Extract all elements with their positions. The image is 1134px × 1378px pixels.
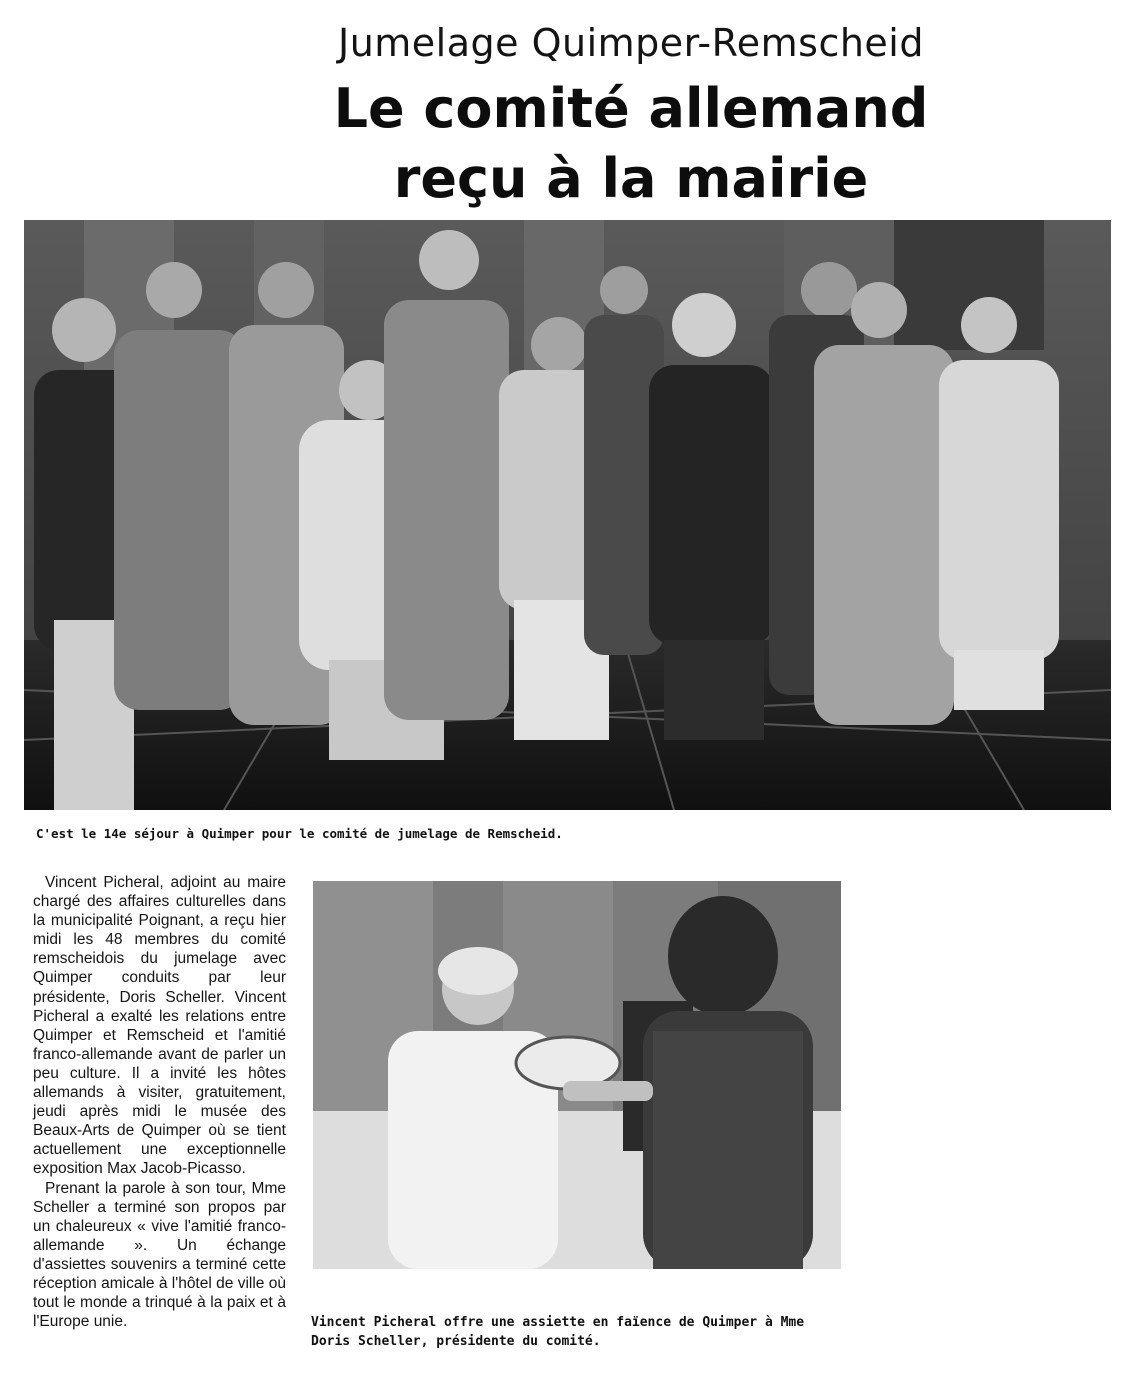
group-photo-image — [24, 220, 1111, 810]
article-paragraph-1: Vincent Picheral, adjoint au maire chargé des affaires culturelles dans la municipalité Poignant, a reçu hier midi les 48 membres du comité remscheidois du jumelage avec Quimper conduits par leur présidente, Doris Scheller. Vincent Picheral a exalté les relations entre Quimper et Remscheid et l'amitié franco-allemande avant de parler un peu culture. Il a invité les hôtes allemands à visiter, gratuitement, jeudi après midi le musée des Beaux-Arts de Quimper où se tient actuellement une exceptionnelle exposition Max Jacob-Picasso. — [33, 874, 286, 1178]
article-kicker: Jumelage Quimper-Remscheid — [337, 21, 924, 65]
article-paragraph-2: Prenant la parole à son tour, Mme Scheller a terminé son propos par un chaleureux « vive l'amitié franco-allemande ». Un échange d'assiettes souvenirs a terminé cette réception amicale à l'hôtel de ville où tout le monde a trinqué à la paix et à l'Europe unie. — [33, 1179, 286, 1331]
gift-photo — [313, 881, 841, 1269]
group-photo-caption: C'est le 14e séjour à Quimper pour le comité de jumelage de Remscheid. — [36, 826, 563, 841]
gift-photo-image — [313, 881, 841, 1269]
article-body — [33, 873, 286, 1331]
headline-line-1: Le comité allemand — [333, 77, 929, 140]
gift-photo-caption: Vincent Picheral offre une assiette en faïence de Quimper à Mme Doris Scheller, présidente du comité. — [311, 1315, 805, 1349]
group-photo — [24, 220, 1111, 810]
article-headline — [0, 74, 1134, 214]
headline-line-2: reçu à la mairie — [393, 147, 869, 210]
